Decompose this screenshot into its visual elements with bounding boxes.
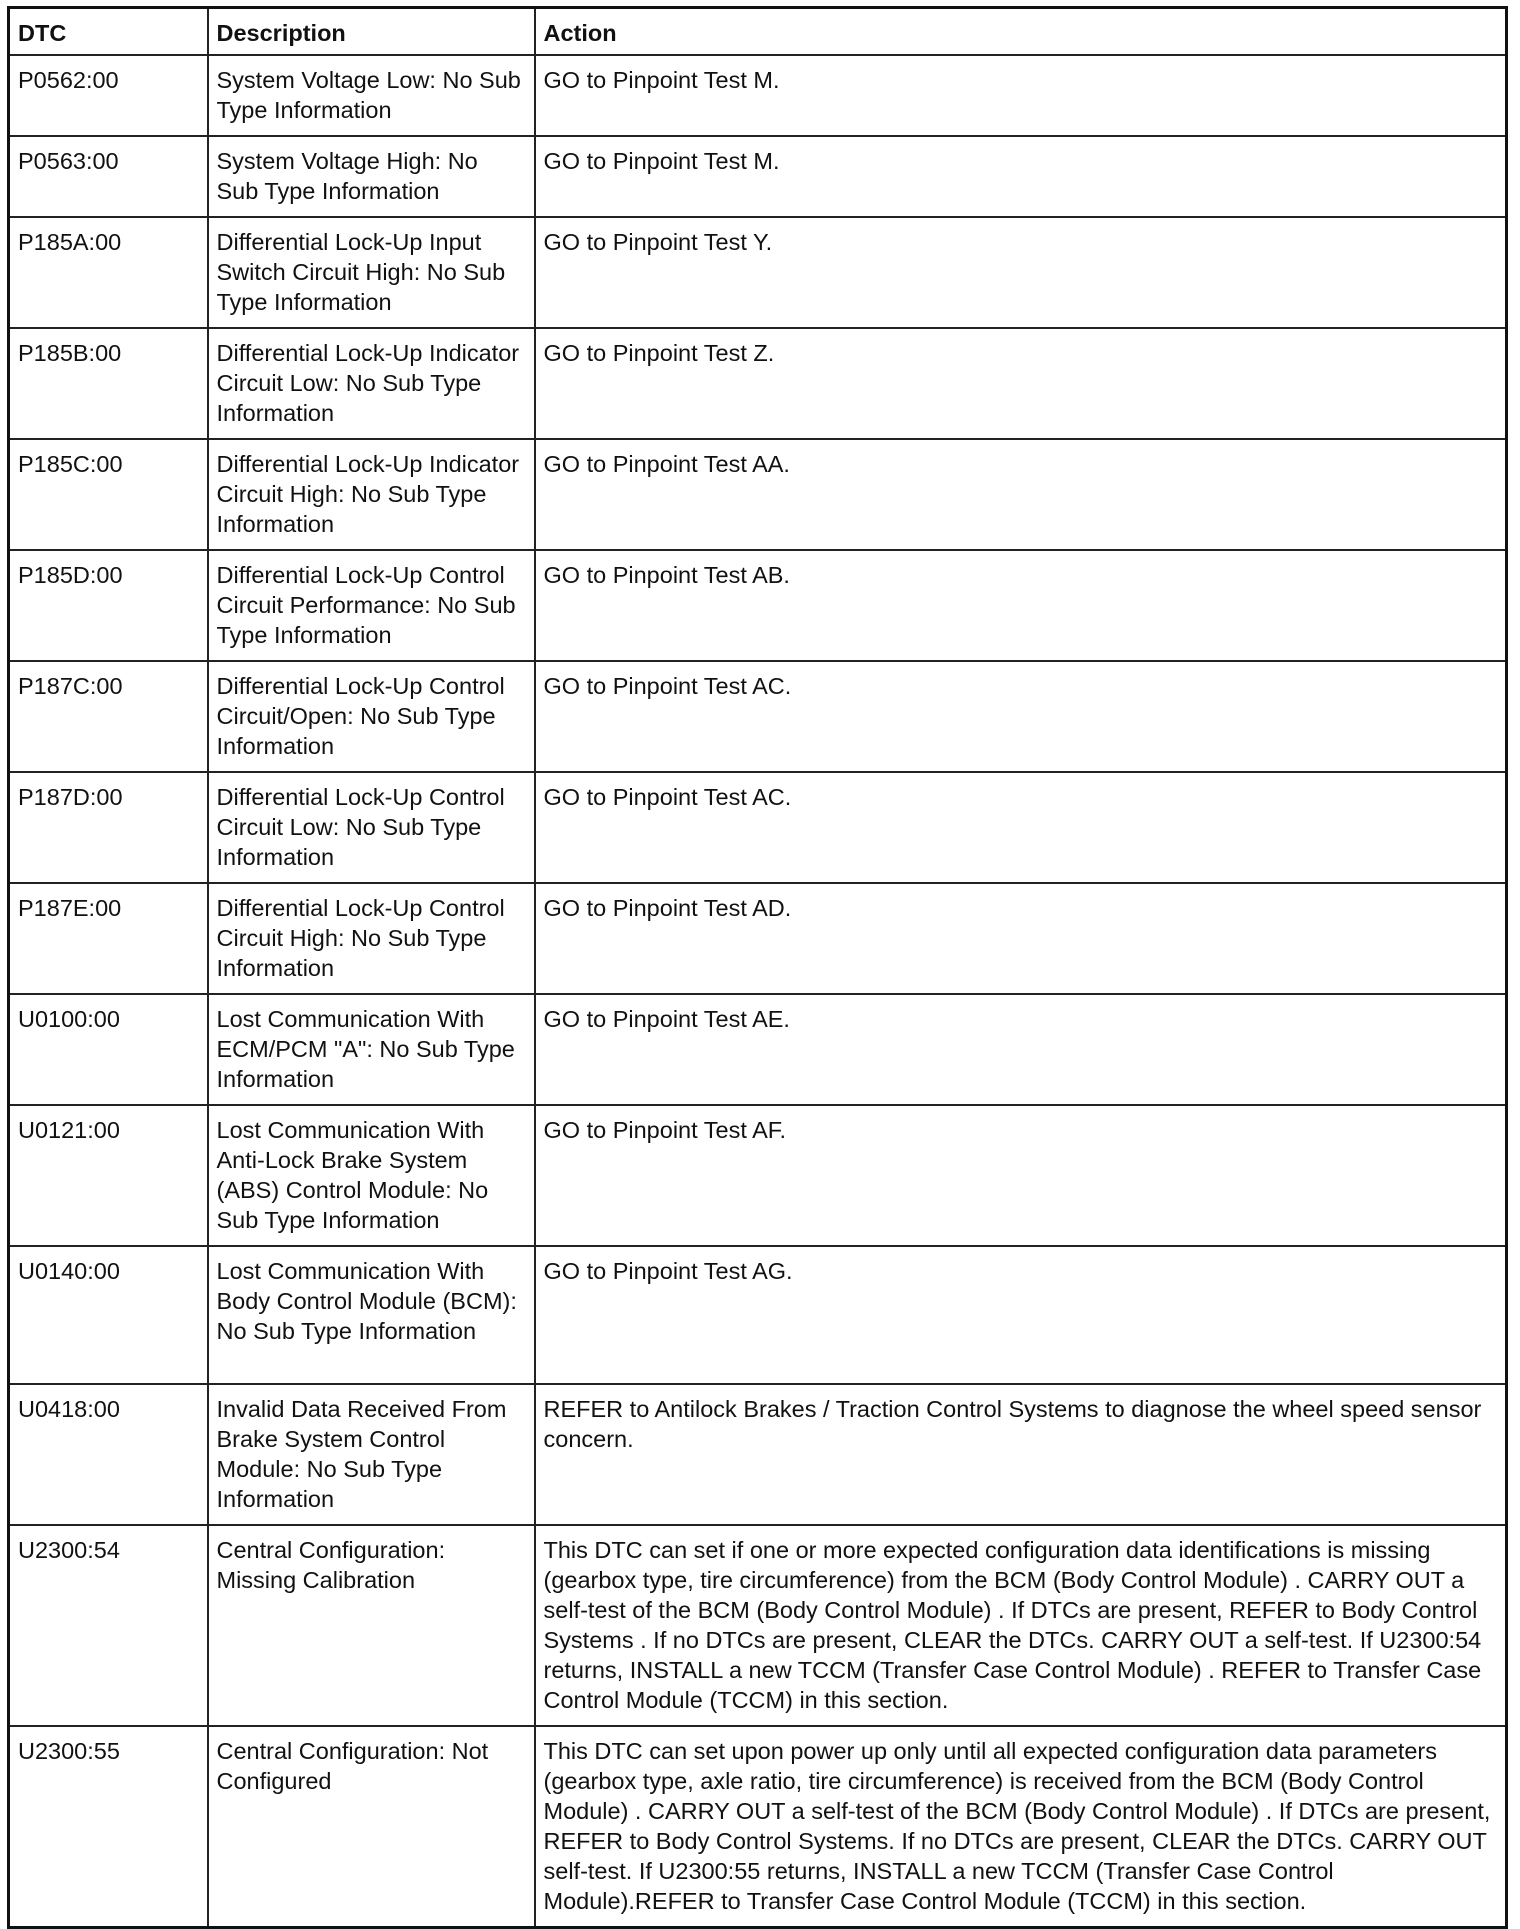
action-cell: This DTC can set upon power up only until all expected configuration data parameters (gearbox type, axle ratio, tire circumference) is received from the BCM (Body Control Module) . CARRY OUT a self-test of the BCM (Body Control Module) . If DTCs are present, REFER to Body Control Systems. If no DTCs are present, CLEAR the DTCs. CARRY OUT self-test. If U2300:55 returns, INSTALL a new TCCM (Transfer Case Control Module).REFER to Transfer Case Control Module (TCCM) in this section. — [535, 1726, 1507, 1928]
table-row — [9, 994, 1507, 1105]
table-row — [9, 217, 1507, 328]
column-header-dtc: DTC — [9, 8, 208, 56]
action-cell: GO to Pinpoint Test M. — [535, 136, 1507, 217]
table-row — [9, 772, 1507, 883]
column-header-description: Description — [208, 8, 535, 56]
description-cell: Central Configuration: Missing Calibration — [208, 1525, 535, 1726]
action-cell: GO to Pinpoint Test Z. — [535, 328, 1507, 439]
dtc-code-cell: P0562:00 — [9, 55, 208, 136]
description-cell: System Voltage High: No Sub Type Information — [208, 136, 535, 217]
action-cell: GO to Pinpoint Test AA. — [535, 439, 1507, 550]
dtc-code-cell: U0100:00 — [9, 994, 208, 1105]
table-row — [9, 550, 1507, 661]
dtc-table — [7, 6, 1508, 1929]
description-cell: Differential Lock-Up Control Circuit Performance: No Sub Type Information — [208, 550, 535, 661]
description-cell: System Voltage Low: No Sub Type Information — [208, 55, 535, 136]
table-row — [9, 1726, 1507, 1928]
description-cell: Invalid Data Received From Brake System Control Module: No Sub Type Information — [208, 1384, 535, 1525]
table-row — [9, 1246, 1507, 1384]
dtc-code-cell: U0140:00 — [9, 1246, 208, 1384]
dtc-code-cell: P185C:00 — [9, 439, 208, 550]
action-cell: GO to Pinpoint Test AC. — [535, 772, 1507, 883]
action-cell: GO to Pinpoint Test M. — [535, 55, 1507, 136]
description-cell: Differential Lock-Up Control Circuit High: No Sub Type Information — [208, 883, 535, 994]
table-row — [9, 1105, 1507, 1246]
description-cell: Lost Communication With Body Control Module (BCM): No Sub Type Information — [208, 1246, 535, 1384]
table-row — [9, 883, 1507, 994]
table-header-row — [9, 8, 1507, 56]
action-cell: GO to Pinpoint Test AG. — [535, 1246, 1507, 1384]
description-cell: Differential Lock-Up Input Switch Circuit High: No Sub Type Information — [208, 217, 535, 328]
action-cell: GO to Pinpoint Test Y. — [535, 217, 1507, 328]
action-cell: REFER to Antilock Brakes / Traction Control Systems to diagnose the wheel speed sensor concern. — [535, 1384, 1507, 1525]
dtc-code-cell: P185D:00 — [9, 550, 208, 661]
description-cell: Central Configuration: Not Configured — [208, 1726, 535, 1928]
description-cell: Differential Lock-Up Control Circuit Low: No Sub Type Information — [208, 772, 535, 883]
dtc-code-cell: P185A:00 — [9, 217, 208, 328]
dtc-code-cell: P187E:00 — [9, 883, 208, 994]
dtc-code-cell: U0418:00 — [9, 1384, 208, 1525]
dtc-code-cell: U0121:00 — [9, 1105, 208, 1246]
action-cell: This DTC can set if one or more expected configuration data identifications is missing (gearbox type, tire circumference) from the BCM (Body Control Module) . CARRY OUT a self-test of the BCM (Body Control Module) . If DTCs are present, REFER to Body Control Systems . If no DTCs are present, CLEAR the DTCs. CARRY OUT a self-test. If U2300:54 returns, INSTALL a new TCCM (Transfer Case Control Module) . REFER to Transfer Case Control Module (TCCM) in this section. — [535, 1525, 1507, 1726]
table-row — [9, 55, 1507, 136]
description-cell: Lost Communication With ECM/PCM "A": No Sub Type Information — [208, 994, 535, 1105]
dtc-code-cell: U2300:55 — [9, 1726, 208, 1928]
dtc-code-cell: P187C:00 — [9, 661, 208, 772]
column-header-action: Action — [535, 8, 1507, 56]
description-cell: Differential Lock-Up Indicator Circuit High: No Sub Type Information — [208, 439, 535, 550]
action-cell: GO to Pinpoint Test AF. — [535, 1105, 1507, 1246]
dtc-code-cell: P185B:00 — [9, 328, 208, 439]
table-row — [9, 1384, 1507, 1525]
dtc-code-cell: U2300:54 — [9, 1525, 208, 1726]
table-row — [9, 661, 1507, 772]
description-cell: Lost Communication With Anti-Lock Brake System (ABS) Control Module: No Sub Type Information — [208, 1105, 535, 1246]
table-row — [9, 328, 1507, 439]
action-cell: GO to Pinpoint Test AB. — [535, 550, 1507, 661]
table-row — [9, 439, 1507, 550]
description-cell: Differential Lock-Up Control Circuit/Open: No Sub Type Information — [208, 661, 535, 772]
description-cell: Differential Lock-Up Indicator Circuit Low: No Sub Type Information — [208, 328, 535, 439]
action-cell: GO to Pinpoint Test AD. — [535, 883, 1507, 994]
action-cell: GO to Pinpoint Test AE. — [535, 994, 1507, 1105]
dtc-code-cell: P187D:00 — [9, 772, 208, 883]
table-row — [9, 1525, 1507, 1726]
table-row — [9, 136, 1507, 217]
action-cell: GO to Pinpoint Test AC. — [535, 661, 1507, 772]
dtc-code-cell: P0563:00 — [9, 136, 208, 217]
